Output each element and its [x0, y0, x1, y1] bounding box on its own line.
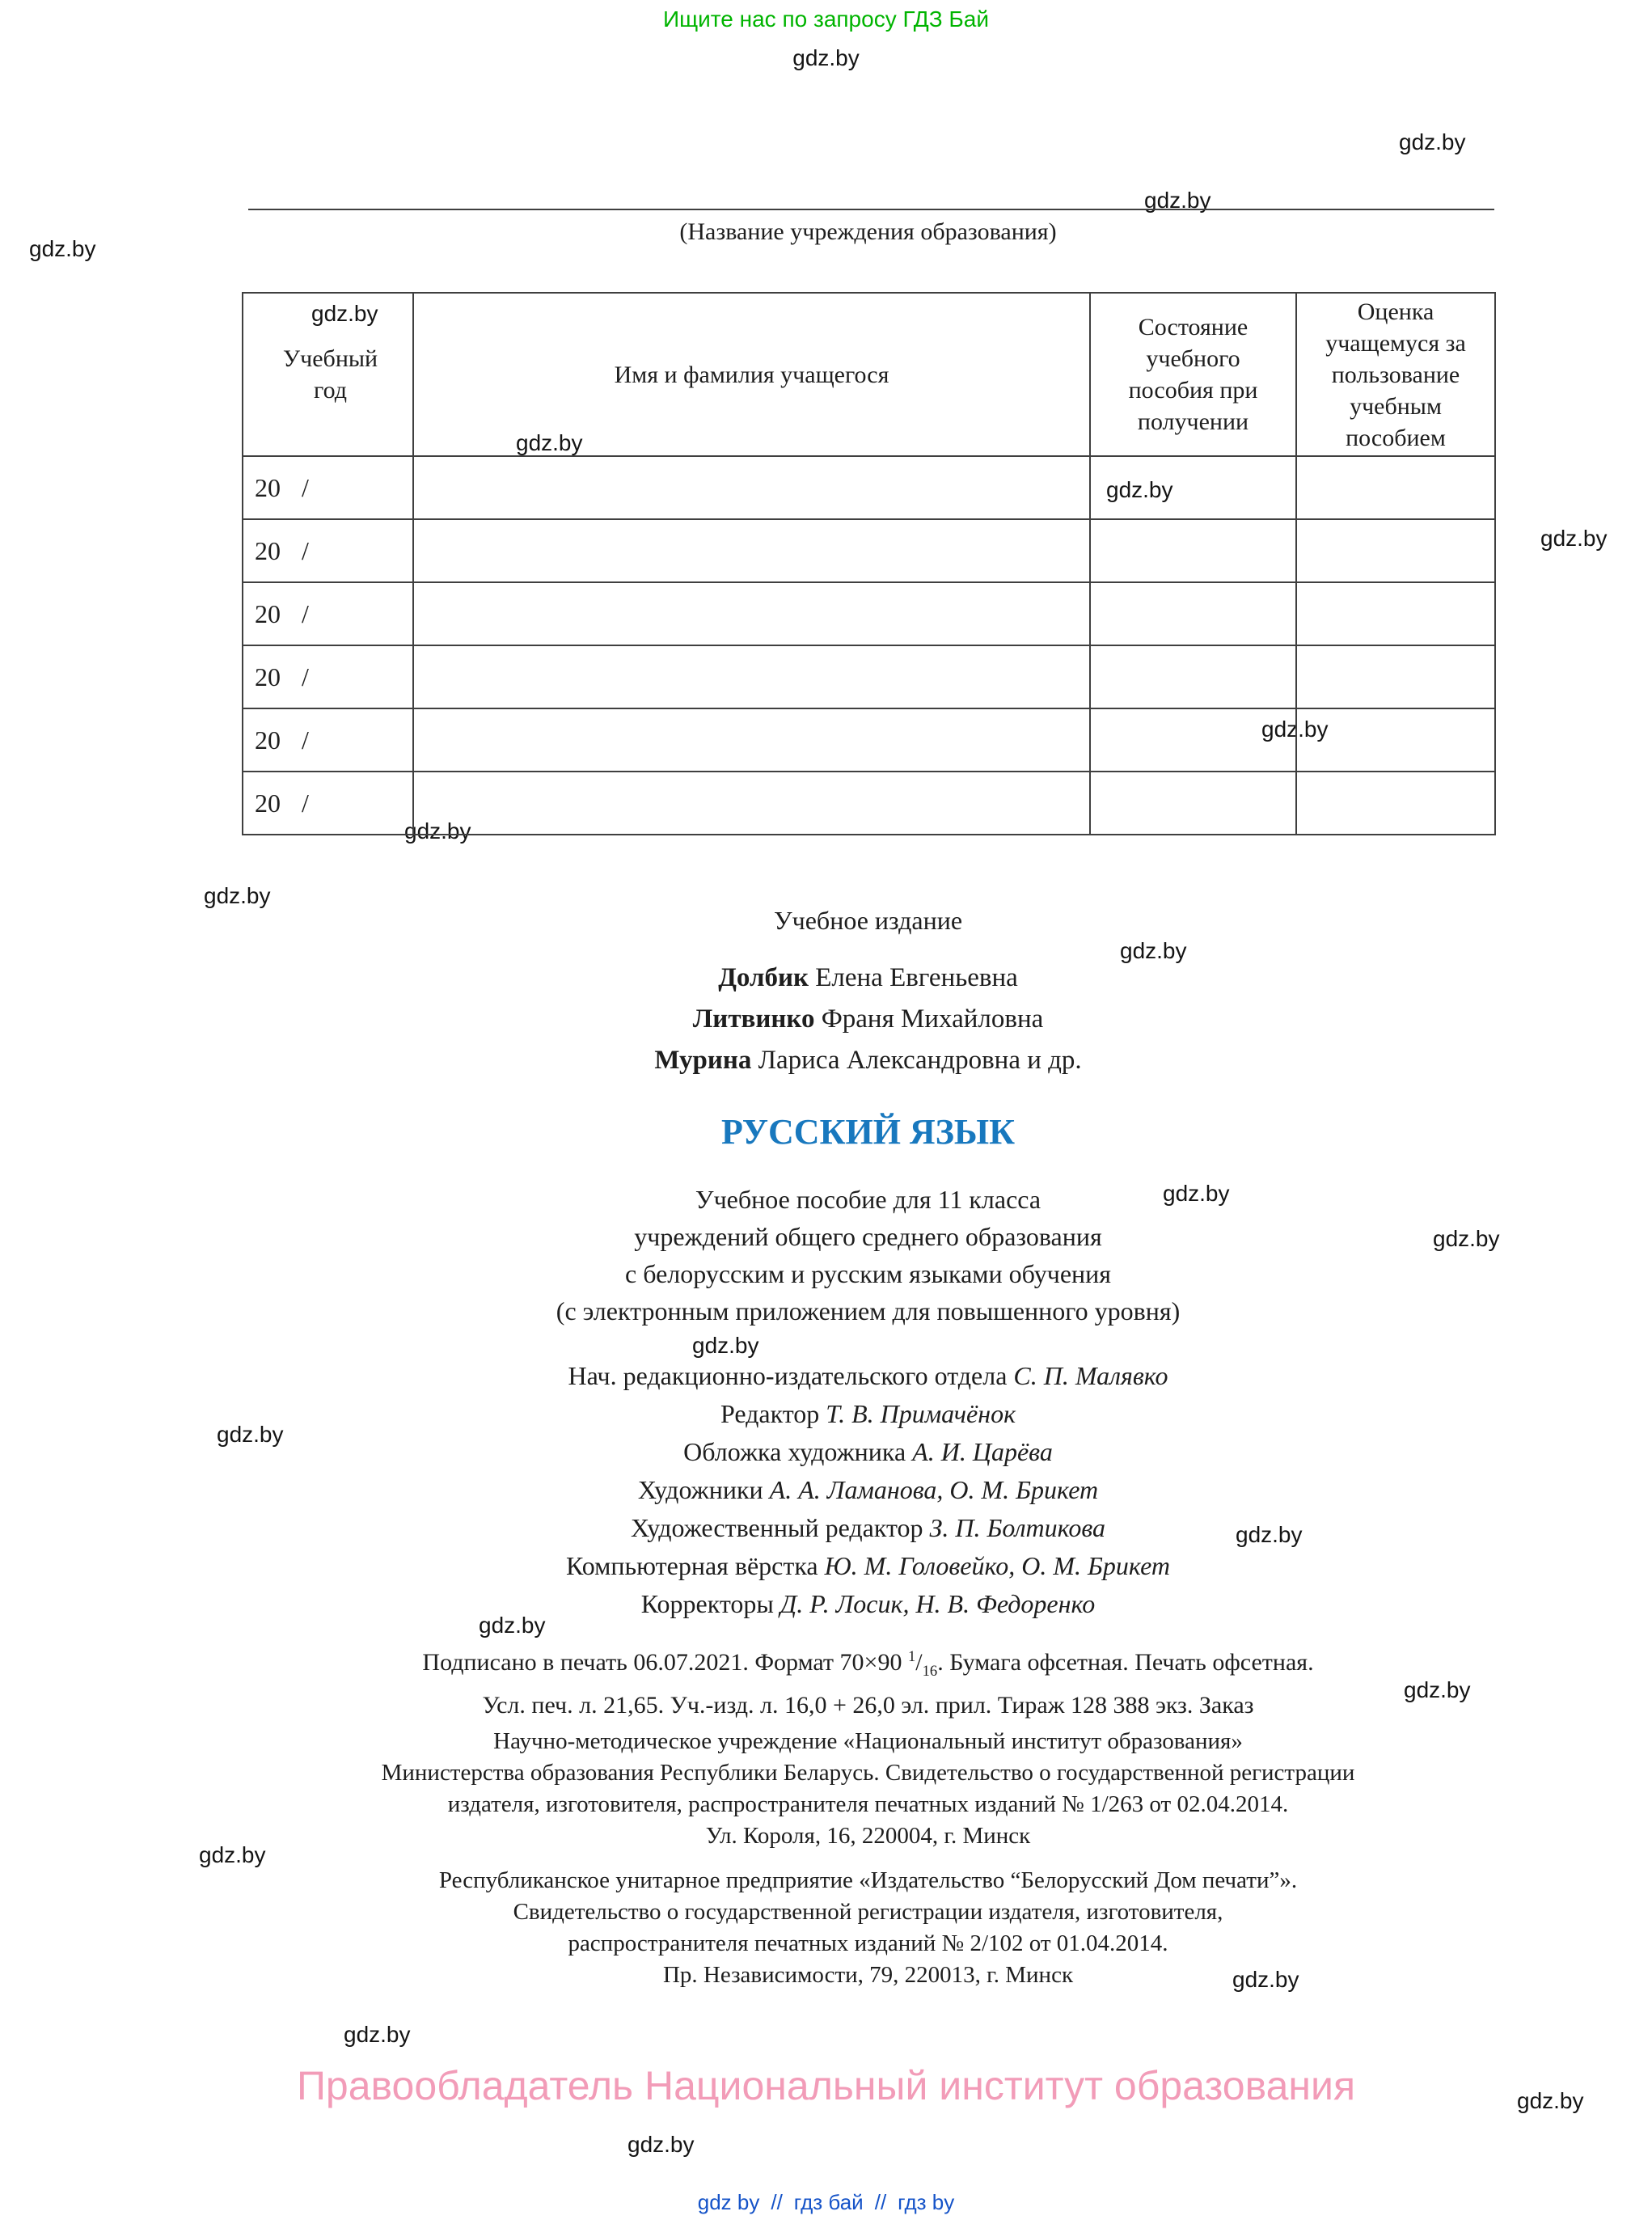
name-cell [413, 708, 1090, 772]
gdz-watermark: gdz.by [404, 818, 471, 844]
format-fraction-slash: / [915, 1649, 923, 1676]
year-separator: / [302, 472, 309, 502]
year-separator: / [302, 662, 309, 691]
header-study-year: Учебный год [243, 293, 413, 456]
grade-cell [1296, 708, 1495, 772]
name-cell [413, 582, 1090, 645]
name-cell [413, 456, 1090, 519]
authors-block [242, 958, 1494, 1081]
credit-names: Д. Р. Лосик, Н. В. Федоренко [780, 1589, 1096, 1618]
author-surname: Литвинко [692, 1004, 815, 1034]
author-surname: Мурина [654, 1046, 752, 1075]
record-row [243, 519, 1495, 582]
gdz-watermark: gdz.by [1144, 188, 1211, 213]
credit-line [242, 1395, 1494, 1433]
condition-cell [1090, 645, 1296, 708]
printer-house-block [242, 1865, 1494, 1991]
format-fraction-denominator: 16 [922, 1663, 938, 1680]
gdz-watermark: gdz.by [1404, 1677, 1471, 1702]
gdz-watermark: gdz.by [199, 1842, 266, 1867]
record-row [243, 582, 1495, 645]
header-usage-grade: Оценка учащемуся за пользование учебным пособием [1296, 293, 1495, 456]
credit-line [242, 1433, 1494, 1471]
grade-cell [1296, 456, 1495, 519]
year-cell [243, 645, 413, 708]
grade-cell [1296, 582, 1495, 645]
publisher-line: издателя, изготовителя, распространителя печатных изданий № 1/263 от 02.04.2014. [447, 1791, 1289, 1817]
credit-names: А. И. Царёва [912, 1437, 1053, 1466]
subtitle-line: Учебное пособие для 11 класса [695, 1185, 1041, 1214]
credit-line [242, 1547, 1494, 1585]
year-prefix: 20 [255, 725, 281, 755]
subtitle-line: учреждений общего среднего образования [634, 1222, 1102, 1251]
publisher-line: Ул. Короля, 16, 220004, г. Минск [705, 1823, 1031, 1849]
subtitle-line: (с электронным приложением для повышенного уровня) [556, 1296, 1181, 1326]
publisher-line: Свидетельство о государственной регистрации издателя, изготовителя, [513, 1899, 1223, 1925]
credit-names: А. А. Ламанова, О. М. Брикет [769, 1475, 1099, 1504]
year-prefix: 20 [255, 788, 281, 818]
gdz-watermark: gdz.by [311, 301, 378, 326]
condition-cell [1090, 456, 1296, 519]
footer-separator: // [874, 2190, 887, 2214]
print-line1-after: . Бумага офсетная. Печать офсетная. [937, 1649, 1314, 1676]
author-surname: Долбик [718, 963, 809, 992]
grade-cell [1296, 519, 1495, 582]
year-separator: / [302, 725, 309, 755]
gdz-watermark: gdz.by [1120, 938, 1187, 963]
gdz-watermark: gdz.by [1433, 1226, 1500, 1251]
author-line [242, 999, 1494, 1040]
condition-cell [1090, 519, 1296, 582]
record-row [243, 645, 1495, 708]
gdz-watermark: gdz.by [516, 430, 583, 455]
credit-names: С. П. Малявко [1013, 1361, 1168, 1390]
name-cell [413, 645, 1090, 708]
header-book-condition: Состояние учебного пособия при получении [1090, 293, 1296, 456]
year-prefix: 20 [255, 598, 281, 628]
name-cell [413, 519, 1090, 582]
publisher-line: Научно-методическое учреждение «Национальный институт образования» [493, 1728, 1243, 1754]
gdz-watermark: gdz.by [1399, 129, 1466, 154]
subtitle-block [242, 1181, 1494, 1330]
credit-role: Художественный редактор [630, 1513, 930, 1542]
credit-line [242, 1471, 1494, 1509]
institution-name-line [248, 209, 1494, 210]
year-cell [243, 582, 413, 645]
year-cell [243, 772, 413, 835]
subtitle-line: с белорусским и русским языками обучения [625, 1259, 1111, 1288]
format-fraction-numerator: 1 [907, 1648, 916, 1665]
print-info-line: Усл. печ. л. 21,65. Уч.-изд. л. 16,0 + 26,0 эл. прил. Тираж 128 388 экз. Заказ [482, 1692, 1254, 1719]
credit-line [242, 1585, 1494, 1623]
year-prefix: 20 [255, 662, 281, 691]
promo-banner: Ищите нас по запросу ГДЗ Бай [662, 6, 990, 32]
author-given-names: Елена Евгеньевна [809, 963, 1018, 992]
gdz-watermark: gdz.by [217, 1422, 284, 1447]
gdz-watermark: gdz.by [479, 1613, 546, 1638]
gdz-watermark: gdz.by [29, 236, 96, 261]
author-line [242, 1040, 1494, 1081]
year-separator: / [302, 598, 309, 628]
credit-role: Редактор [720, 1399, 826, 1428]
author-line [242, 958, 1494, 999]
author-given-names: Лариса Александровна и др. [751, 1046, 1082, 1075]
table-header-row [243, 293, 1495, 456]
credit-line [242, 1509, 1494, 1547]
grade-cell [1296, 772, 1495, 835]
print-line1-before: Подписано в печать 06.07.2021. Формат 70×90 [422, 1649, 908, 1676]
gdz-watermark: gdz.by [1232, 1967, 1299, 1992]
print-info-block [242, 1640, 1494, 1723]
footer-link-gdz-bai[interactable]: гдз бай [793, 2190, 864, 2214]
credit-names: Т. В. Примачёнок [826, 1399, 1016, 1428]
publisher-line: Министерства образования Республики Беларусь. Свидетельство о государственной регистрации [381, 1760, 1355, 1786]
footer-link-gdz-by-2[interactable]: гдз by [898, 2190, 955, 2214]
year-separator: / [302, 788, 309, 818]
publisher-line: Пр. Независимости, 79, 220013, г. Минск [662, 1962, 1074, 1988]
textbook-record-table [242, 292, 1496, 835]
condition-cell [1090, 582, 1296, 645]
year-cell [243, 519, 413, 582]
credit-role: Корректоры [640, 1589, 780, 1618]
credit-line [242, 1357, 1494, 1395]
gdz-watermark: gdz.by [1540, 526, 1608, 551]
record-row [243, 456, 1495, 519]
gdz-watermark: gdz.by [792, 45, 860, 70]
gdz-watermark: gdz.by [1261, 717, 1329, 742]
gdz-watermark: gdz.by [1106, 477, 1173, 502]
credit-role: Нач. редакционно-издательского отдела [568, 1361, 1014, 1390]
gdz-watermark: gdz.by [204, 883, 271, 908]
copyright-notice: Правообладатель Национальный институт образования [296, 2063, 1356, 2108]
publisher-line: распространителя печатных изданий № 2/102 от 01.04.2014. [568, 1930, 1168, 1956]
credit-role: Художники [637, 1475, 770, 1504]
year-cell [243, 456, 413, 519]
condition-cell [1090, 708, 1296, 772]
publisher-line: Республиканское унитарное предприятие «Издательство “Белорусский Дом печати”». [438, 1867, 1298, 1893]
print-info-line [242, 1640, 1494, 1689]
year-separator: / [302, 535, 309, 565]
record-row [243, 708, 1495, 772]
footer-links [0, 2190, 1652, 2215]
credits-block [242, 1357, 1494, 1623]
gdz-watermark: gdz.by [627, 2132, 695, 2157]
gdz-watermark: gdz.by [1163, 1181, 1230, 1206]
book-title: РУССКИЙ ЯЗЫК [720, 1112, 1016, 1152]
publisher-nio-block [242, 1726, 1494, 1852]
page-content [242, 0, 1494, 2224]
year-cell [243, 708, 413, 772]
credit-names: Ю. М. Головейко, О. М. Брикет [824, 1551, 1170, 1580]
credit-role: Обложка художника [683, 1437, 913, 1466]
institution-caption: (Название учреждения образования) [679, 218, 1057, 245]
author-given-names: Франя Михайловна [814, 1004, 1044, 1034]
header-student-name: Имя и фамилия учащегося [413, 293, 1090, 456]
edition-label: Учебное издание [773, 906, 963, 935]
record-row [243, 772, 1495, 835]
year-prefix: 20 [255, 535, 281, 565]
gdz-watermark: gdz.by [692, 1333, 759, 1358]
credit-names: З. П. Болтикова [929, 1513, 1106, 1542]
year-prefix: 20 [255, 472, 281, 502]
gdz-watermark: gdz.by [1236, 1522, 1303, 1547]
grade-cell [1296, 645, 1495, 708]
gdz-watermark: gdz.by [1517, 2088, 1584, 2113]
gdz-watermark: gdz.by [344, 2022, 411, 2047]
footer-link-gdz-by[interactable]: gdz by [697, 2190, 760, 2214]
footer-separator: // [771, 2190, 783, 2214]
condition-cell [1090, 772, 1296, 835]
credit-role: Компьютерная вёрстка [566, 1551, 825, 1580]
name-cell [413, 772, 1090, 835]
